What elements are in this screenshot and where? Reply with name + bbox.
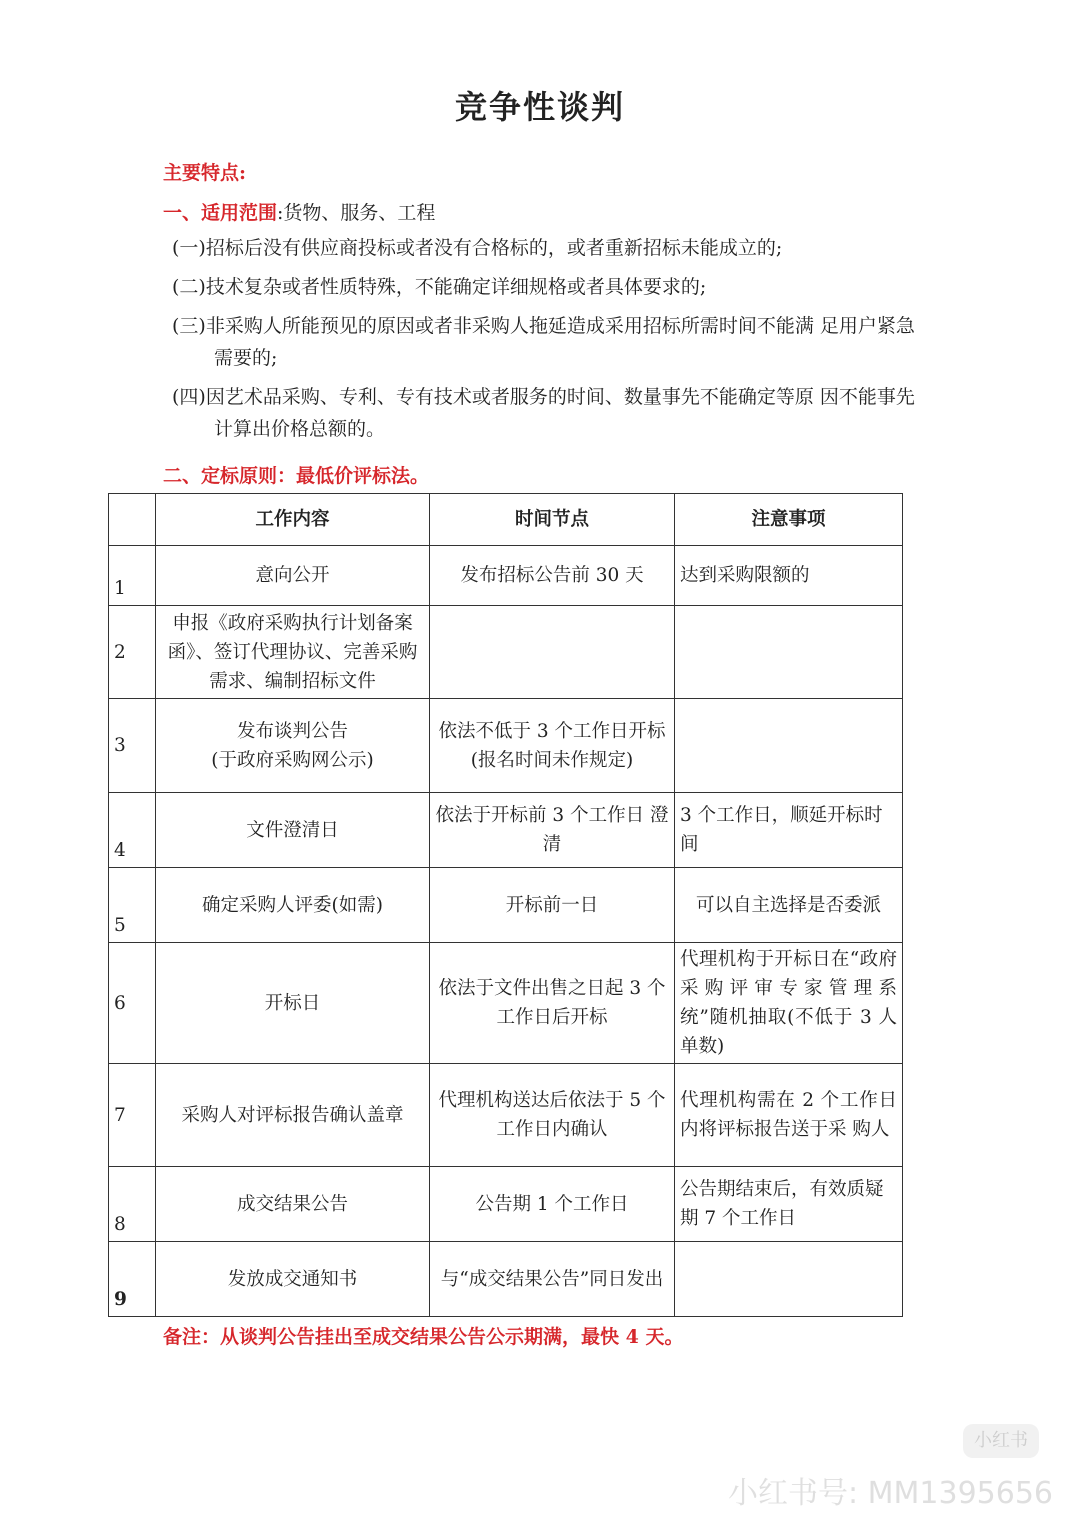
row-time: 依法于开标前 3 个工作日 澄清 — [430, 793, 675, 868]
header-index — [109, 494, 156, 546]
scope-item-1 — [172, 232, 932, 264]
row-content: 发放成交通知书 — [156, 1242, 430, 1317]
table-row — [109, 943, 903, 1064]
scope-line — [163, 198, 435, 228]
row-time: 代理机构送达后依法于 5 个工作日内确认 — [430, 1064, 675, 1167]
row-content: 采购人对评标报告确认盖章 — [156, 1064, 430, 1167]
row-note: 达到采购限额的 — [675, 546, 903, 606]
scope-item-text: (一)招标后没有供应商投标或者没有合格标的，或者重新招标未能成立的; — [172, 237, 783, 259]
scope-item-4 — [172, 381, 932, 445]
watermark-id: 小红书号: MM1395656 — [728, 1476, 1054, 1511]
row-number: 8 — [109, 1167, 156, 1242]
remark-note: 备注：从谈判公告挂出至成交结果公告公示期满，最快 4 天。 — [163, 1326, 684, 1348]
row-time — [430, 606, 675, 699]
scope-item-text: (四)因艺术品采购、专利、专有技术或者服务的时间、数量事先不能确定等原 因不能事先 — [172, 386, 915, 408]
scope-item-3 — [172, 310, 932, 374]
scope-item-text: (二)技术复杂或者性质特殊，不能确定详细规格或者具体要求的; — [172, 276, 707, 298]
document-title: 竞争性谈判 — [454, 88, 625, 126]
row-number: 1 — [109, 546, 156, 606]
table-header-row — [109, 494, 903, 546]
table-row — [109, 1242, 903, 1317]
row-note — [675, 1242, 903, 1317]
row-content: 确定采购人评委(如需) — [156, 868, 430, 943]
row-time: 依法于文件出售之日起 3 个工作日后开标 — [430, 943, 675, 1064]
row-note: 代理机构需在 2 个工作日内将评标报告送于采 购人 — [675, 1064, 903, 1167]
row-number: 6 — [109, 943, 156, 1064]
row-content: 发布谈判公告 (于政府采购网公示) — [156, 699, 430, 793]
table-row — [109, 793, 903, 868]
row-note — [675, 699, 903, 793]
row-number: 7 — [109, 1064, 156, 1167]
table-row — [109, 699, 903, 793]
table-row — [109, 606, 903, 699]
row-time: 依法不低于 3 个工作日开标 (报名时间未作规定) — [430, 699, 675, 793]
row-number: 3 — [109, 699, 156, 793]
row-number: 9 — [109, 1242, 156, 1317]
scope-label: 一、适用范围 — [163, 202, 278, 224]
row-note: 3 个工作日，顺延开标时间 — [675, 793, 903, 868]
scope-item-continuation: 需要的; — [214, 347, 278, 369]
header-note: 注意事项 — [675, 494, 903, 546]
main-features-heading: 主要特点: — [163, 162, 247, 184]
scope-item-text: (三)非采购人所能预见的原因或者非采购人拖延造成采用招标所需时间不能满 足用户紧急 — [172, 315, 915, 337]
scope-value: :货物、服务、工程 — [277, 202, 436, 224]
row-note: 代理机构于开标日在“政府采购评审专家管理系 统”随机抽取(不低于 3 人单数) — [675, 943, 903, 1064]
row-time: 与“成交结果公告”同日发出 — [430, 1242, 675, 1317]
row-content: 成交结果公告 — [156, 1167, 430, 1242]
row-time: 公告期 1 个工作日 — [430, 1167, 675, 1242]
principle-heading: 二、定标原则：最低价评标法。 — [163, 465, 430, 487]
scope-item-continuation: 计算出价格总额的。 — [214, 418, 386, 440]
table-row — [109, 868, 903, 943]
table-row — [109, 1064, 903, 1167]
row-content: 申报《政府采购执行计划备案函》、签订代理协议、完善采购需求、编制招标文件 — [156, 606, 430, 699]
row-content: 文件澄清日 — [156, 793, 430, 868]
header-time: 时间节点 — [430, 494, 675, 546]
scope-item-2 — [172, 271, 932, 303]
row-number: 2 — [109, 606, 156, 699]
row-content: 意向公开 — [156, 546, 430, 606]
row-time: 开标前一日 — [430, 868, 675, 943]
row-note: 公告期结束后，有效质疑期 7 个工作日 — [675, 1167, 903, 1242]
row-time: 发布招标公告前 30 天 — [430, 546, 675, 606]
table-row — [109, 546, 903, 606]
row-content: 开标日 — [156, 943, 430, 1064]
row-number: 4 — [109, 793, 156, 868]
watermark-logo: 小红书 — [963, 1424, 1039, 1458]
table-row — [109, 1167, 903, 1242]
row-note — [675, 606, 903, 699]
header-content: 工作内容 — [156, 494, 430, 546]
procedure-table — [108, 493, 903, 1317]
row-number: 5 — [109, 868, 156, 943]
row-note: 可以自主选择是否委派 — [675, 868, 903, 943]
